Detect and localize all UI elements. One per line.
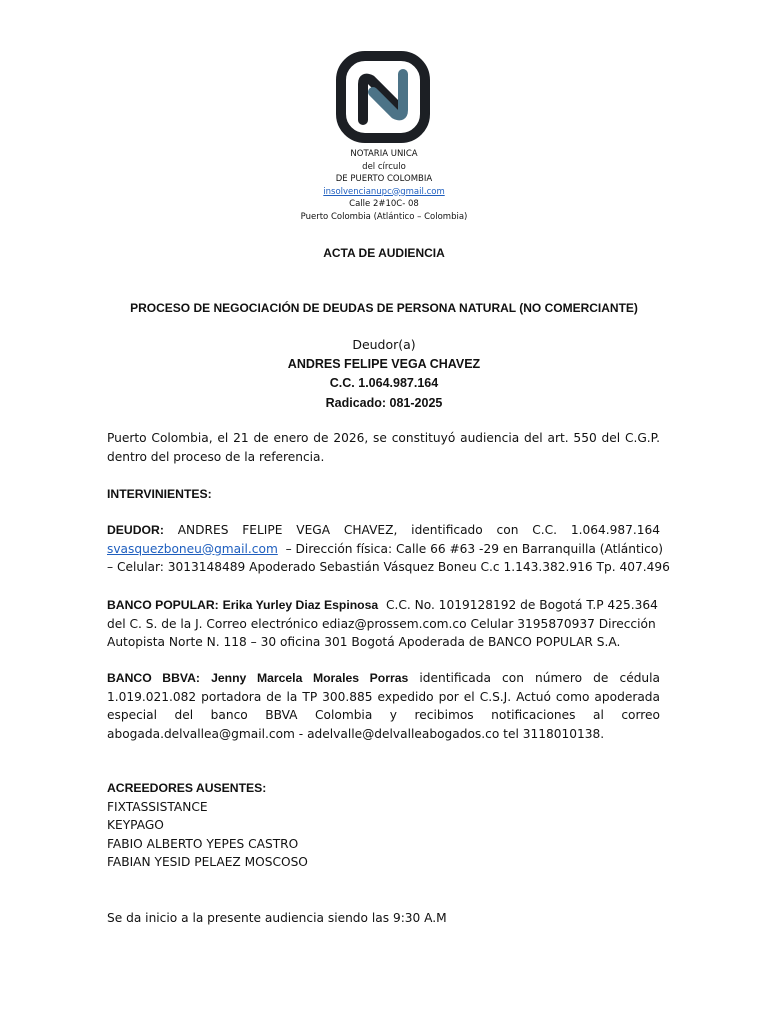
- popular-text: Autopista Norte N. 118 – 30 oficina 301 Bogotá Apoderada de BANCO POPULAR S.A.: [107, 635, 621, 649]
- popular-rep: Erika Yurley Diaz Espinosa: [222, 598, 379, 612]
- closing-paragraph: [107, 909, 660, 928]
- notary-logo: [333, 50, 433, 144]
- deudor-paragraph: [107, 521, 670, 577]
- notary-email-link[interactable]: insolvencianupc@gmail.com: [323, 186, 445, 197]
- notary-location: Puerto Colombia (Atlántico – Colombia): [300, 211, 468, 222]
- deudor-text: ANDRES FELIPE VEGA CHAVEZ, identificado con C.C. 1.064.987.164: [177, 523, 660, 537]
- document-title: ACTA DE AUDIENCIA: [323, 246, 445, 260]
- process-title: PROCESO DE NEGOCIACIÓN DE DEUDAS DE PERSONA NATURAL (NO COMERCIANTE): [130, 301, 638, 315]
- notary-name: NOTARIA UNICA: [350, 149, 418, 159]
- debtor-label: Deudor(a): [352, 337, 416, 352]
- ausentes-heading: ACREEDORES AUSENTES:: [107, 781, 267, 795]
- popular-text: del C. S. de la J. Correo electrónico ediaz@prossem.com.co Celular 3195870937 Dirección: [107, 616, 656, 631]
- notary-city: DE PUERTO COLOMBIA: [335, 174, 433, 184]
- intro-paragraph: [107, 429, 660, 466]
- bbva-paragraph: [107, 669, 660, 743]
- radicado: Radicado: 081-2025: [325, 395, 443, 410]
- bbva-label: BANCO BBVA:: [107, 671, 200, 685]
- deudor-label: DEUDOR:: [107, 523, 164, 537]
- ausente-item: FABIAN YESID PELAEZ MOSCOSO: [107, 855, 308, 869]
- intro-line: dentro del proceso de la referencia.: [107, 449, 325, 464]
- deudor-email-link[interactable]: svasquezboneu@gmail.com: [107, 541, 278, 556]
- intro-line: Puerto Colombia, el 21 de enero de 2026, se constituyó audiencia del art. 550 del C.G.P.: [107, 431, 660, 445]
- bbva-text: 1.019.021.082 portadora de la TP 300.885 expedido por el C.S.J. Actuó como apoderada: [107, 689, 660, 704]
- notary-circle: del círculo: [362, 161, 406, 172]
- bbva-text: especial del banco BBVA Colombia y recibimos notificaciones al correo: [107, 708, 660, 722]
- notary-address: Calle 2#10C- 08: [349, 199, 419, 209]
- debtor-block: [0, 335, 768, 413]
- ausentes-section: [107, 779, 660, 872]
- bbva-text: identificada con número de cédula: [419, 671, 661, 685]
- notary-header: [0, 148, 768, 223]
- popular-label: BANCO POPULAR:: [107, 598, 219, 612]
- bbva-text: abogada.delvallea@gmail.com - adelvalle@delvalleabogados.co tel 3118010138.: [107, 726, 605, 741]
- deudor-text: – Celular: 3013148489 Apoderado Sebastián Vásquez Boneu C.c 1.143.382.916 Tp. 407.496: [107, 560, 670, 574]
- debtor-name: ANDRES FELIPE VEGA CHAVEZ: [287, 356, 481, 371]
- popular-paragraph: [107, 596, 660, 652]
- debtor-id: C.C. 1.064.987.164: [329, 376, 439, 390]
- intervinientes-heading: [107, 485, 660, 504]
- closing-text: Se da inicio a la presente audiencia siendo las 9:30 A.M: [107, 911, 447, 925]
- deudor-text: – Dirección física: Calle 66 #63 -29 en Barranquilla (Atlántico): [285, 541, 664, 556]
- ausente-item: KEYPAGO: [107, 818, 164, 832]
- popular-text: C.C. No. 1019128192 de Bogotá T.P 425.364: [385, 598, 658, 612]
- bbva-rep: Jenny Marcela Morales Porras: [211, 671, 409, 685]
- ausente-item: FABIO ALBERTO YEPES CASTRO: [107, 836, 299, 851]
- intervinientes-heading-text: INTERVINIENTES:: [107, 487, 212, 501]
- ausente-item: FIXTASSISTANCE: [107, 799, 208, 814]
